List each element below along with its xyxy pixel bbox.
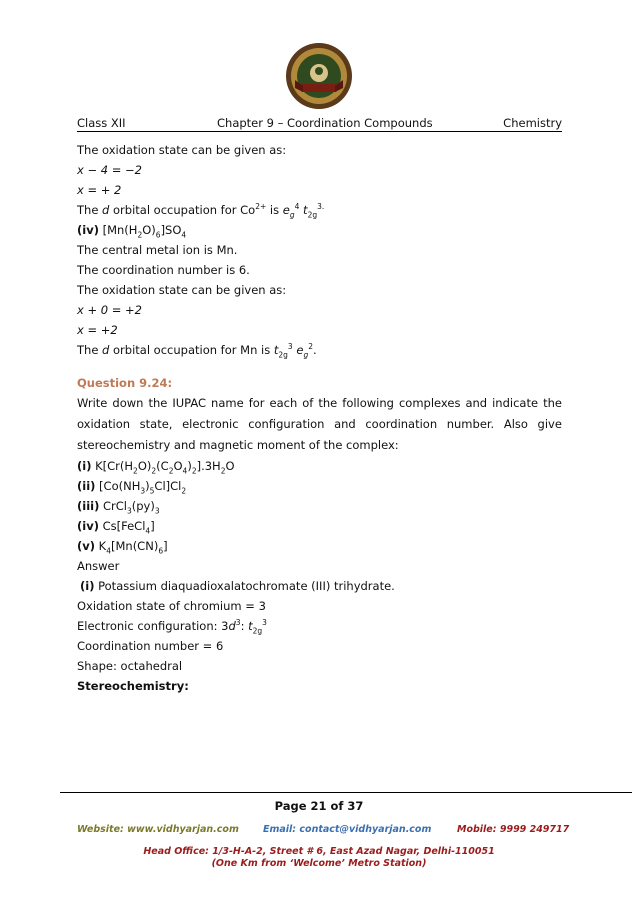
question-word: the <box>148 396 168 410</box>
website-link[interactable]: Website: www.vidhyarjan.com <box>77 824 239 835</box>
page-number: Page 21 of 37 <box>274 799 364 813</box>
question-word: IUPAC <box>172 396 207 410</box>
question-word: and <box>334 417 356 431</box>
equation-line: x = + 2 <box>77 183 122 197</box>
answer-line: Coordination number = 6 <box>77 639 224 653</box>
complex-item: (i) $K[Cr(H_2O)_2(C_2O_4)_2].3H_2O$ <box>77 459 235 476</box>
text-line: The d orbital occupation for Mn is $t_{2g}^3$ $e_g^2$. <box>77 342 317 360</box>
question-word: number. <box>446 417 495 431</box>
question-text <box>77 417 562 431</box>
question-word: for <box>248 396 265 410</box>
question-word: of <box>302 396 314 410</box>
question-word: the <box>318 396 338 410</box>
header-subject: Chemistry <box>503 116 562 130</box>
question-word: Write <box>77 396 108 410</box>
mobile-number: Mobile: 9999 249717 <box>457 824 570 835</box>
text-line: The d orbital occupation for $Co^{2+}$ is $e_g^4$ $t_{2g}^{3.}$ <box>77 202 325 220</box>
vidhyarjan-logo <box>283 40 355 112</box>
text-line: The central metal ion is Mn. <box>77 243 238 257</box>
footer-divider <box>60 792 632 793</box>
question-text: stereochemistry and magnetic moment of the complex: <box>77 438 399 452</box>
question-word: Also <box>503 417 528 431</box>
question-word: complexes <box>398 396 461 410</box>
complex-item: (v) $K_4[Mn(CN)_6]$ <box>77 539 168 556</box>
email-link[interactable]: Email: contact@vidhyarjan.com <box>263 824 432 835</box>
question-word: indicate <box>492 396 539 410</box>
question-word: the <box>543 396 562 410</box>
question-word: coordination <box>365 417 438 431</box>
question-word: configuration <box>248 417 325 431</box>
text-line: The coordination number is 6. <box>77 263 250 277</box>
text-line: The oxidation state can be given as: <box>77 143 287 157</box>
complex-item: (iii) $CrCl_3(py)_3$ <box>77 499 160 516</box>
answer-line: Oxidation state of chromium = 3 <box>77 599 266 613</box>
answer-line: Shape: octahedral <box>77 659 183 673</box>
complex-item: (ii) $[Co(NH_3)_5Cl]Cl_2$ <box>77 479 187 496</box>
question-title: Question 9.24: <box>77 376 173 390</box>
header-class: Class XII <box>77 116 126 130</box>
head-office-landmark: (One Km from ‘Welcome’ Metro Station) <box>211 858 427 869</box>
question-word: down <box>112 396 144 410</box>
equation-line: x = +2 <box>77 323 118 337</box>
head-office-address: Head Office: 1/3-H-A-2, Street # 6, East Azad Nagar, Delhi-110051 <box>143 846 495 857</box>
page-header <box>77 116 562 130</box>
question-word: and <box>465 396 488 410</box>
header-chapter: Chapter 9 – Coordination Compounds <box>217 116 433 130</box>
question-text <box>77 396 562 410</box>
question-word: oxidation <box>77 417 131 431</box>
formula-line: (iv) $[Mn(H_2O)_6]SO_4$ <box>77 223 187 240</box>
answer-line: (i) Potassium diaquadioxalatochromate (III) trihydrate. <box>80 579 395 593</box>
header-divider <box>77 131 562 132</box>
equation-line: x + 0 = +2 <box>77 303 142 317</box>
question-word: give <box>537 417 562 431</box>
equation-line: x − 4 = −2 <box>77 163 142 177</box>
complex-item: (iv) Cs[FeCl$_4$] <box>77 519 155 536</box>
answer-line: Stereochemistry: <box>77 679 189 693</box>
question-word: electronic <box>182 417 239 431</box>
answer-label: Answer <box>77 559 120 573</box>
question-word: each <box>269 396 298 410</box>
question-word: following <box>342 396 394 410</box>
text-line: The oxidation state can be given as: <box>77 283 287 297</box>
question-word: name <box>211 396 244 410</box>
question-word: state, <box>139 417 173 431</box>
answer-line: Electronic configuration: $3d^3$: $t_{2g}^3$ <box>77 618 267 636</box>
